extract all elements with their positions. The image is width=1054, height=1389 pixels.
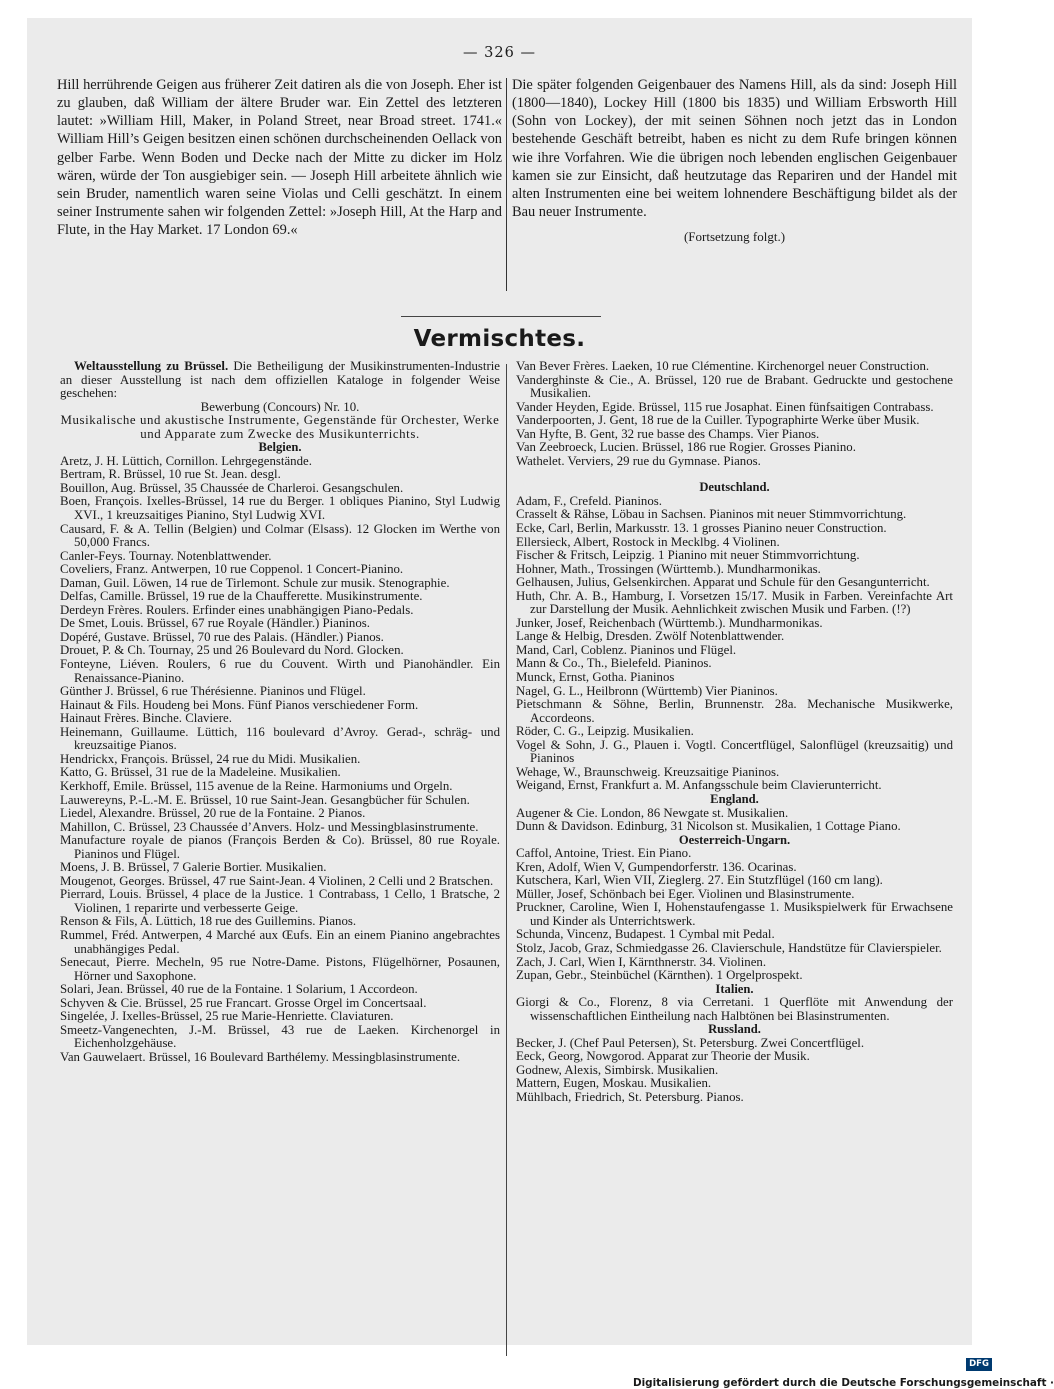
country-heading: Oesterreich-Ungarn. <box>678 832 791 847</box>
exhibitor-entry: Junker, Josef, Reichenbach (Württemb.). Mundharmonikas. <box>516 615 823 630</box>
dfg-logo: DFG <box>966 1358 992 1371</box>
exhibitor-entry: Hendrickx, François. Brüssel, 24 rue du Midi. Musikalien. <box>60 751 361 766</box>
exhibitor-entry: Becker, J. (Chef Paul Petersen), St. Petersburg. Zwei Concertflügel. <box>516 1035 865 1050</box>
exhibitor-entry: Günther J. Brüssel, 6 rue Thérésienne. Pianinos und Flügel. <box>60 684 366 699</box>
exhibitor-entry: Stolz, Jacob, Graz, Schmiedgasse 26. Clavierschule, Handstütze für Clavierspieler. <box>516 940 942 955</box>
exhibitor-entry: Bouillon, Aug. Brüssel, 35 Chaussée de Charleroi. Gesangschulen. <box>60 480 404 495</box>
exhibitor-entry: Müller, Josef, Schönbach bei Eger. Violinen und Blasinstrumente. <box>516 886 855 901</box>
exhibitor-entry: Dopéré, Gustave. Brüssel, 70 rue des Palais. (Händler.) Pianos. <box>60 629 384 644</box>
exhibitor-entry: Godnew, Alexis, Simbirsk. Musikalien. <box>516 1062 719 1077</box>
exhibitor-entry: Zach, J. Carl, Wien I, Kärnthnerstr. 34. Violinen. <box>516 954 767 969</box>
exhibitor-entry: Dunn & Davidson. Edinburg, 31 Nicolson st. Musikalien, 1 Cottage Piano. <box>516 819 901 834</box>
exhibitor-entry: Wathelet. Verviers, 29 rue du Gymnase. Pianos. <box>516 453 761 468</box>
exhibitor-entry: Adam, F., Crefeld. Pianinos. <box>516 493 662 508</box>
exhibitor-entry: Gelhausen, Julius, Gelsenkirchen. Apparat und Schule für den Gesangunterricht. <box>516 575 930 590</box>
exhibitor-entry: Senecaut, Pierre. Mecheln, 95 rue Notre-Dame. Pistons, Flügelhörner, Posaunen, Hörner und Saxophone. <box>60 955 500 983</box>
exhibitor-entry: Kutschera, Karl, Wien VII, Zieglerg. 27. Ein Stutzflügel (160 cm lang). <box>516 873 883 888</box>
page-number: — 326 — <box>463 45 536 61</box>
country-heading: Italien. <box>715 981 754 996</box>
section-title: Vermischtes. <box>413 326 586 352</box>
exhibitor-entry: Fonteyne, Liéven. Roulers, 6 rue du Couvent. Wirth und Pianohändler. Ein Renaissance-Pianino. <box>60 657 500 685</box>
exhibitor-column-right <box>516 360 953 1105</box>
exhibitor-entry: Mougenot, Georges. Brüssel, 47 rue Saint-Jean. 4 Violinen, 2 Celli und 2 Bratschen. <box>60 873 494 888</box>
exhibitor-entry: Weigand, Ernst, Frankfurt a. M. Anfangsschule beim Clavierunterricht. <box>516 778 882 793</box>
exhibitor-entry: Katto, G. Brüssel, 31 rue de la Madeleine. Musikalien. <box>60 765 341 780</box>
exhibitor-entry: Schyven & Cie. Brüssel, 25 rue Francart. Grosse Orgel im Concertsaal. <box>60 995 427 1010</box>
exhibitor-entry: Schunda, Vincenz, Budapest. 1 Cymbal mit Pedal. <box>516 927 775 942</box>
exhibitor-entry: Van Bever Frères. Laeken, 10 rue Clémentine. Kirchenorgel neuer Construction. <box>516 359 930 373</box>
exhibitor-entry: Nagel, G. L., Heilbronn (Württemb) Vier Pianinos. <box>516 683 778 698</box>
intro-category: Musikalische und akustische Instrumente, Gegenstände für Orchester, Werke und Apparate zum Zwecke des Musikunterrichts. <box>60 413 500 441</box>
exhibitor-entry: Crasselt & Rähse, Löbau in Sachsen. Pianinos mit neuer Stimmvorrichtung. <box>516 507 907 522</box>
exhibitor-entry: Derdeyn Frères. Roulers. Erfinder eines unabhängigen Piano-Pedals. <box>60 602 414 617</box>
exhibitor-entry: Heinemann, Guillaume. Lüttich, 116 boulevard d’Avroy. Gerad-, schräg- und kreuzsaitige Pianos. <box>60 724 500 753</box>
exhibitor-entry: Lauwereyns, P.-L.-M. E. Brüssel, 10 rue Saint-Jean. Gesangbücher für Schulen. <box>60 792 470 807</box>
exhibitor-entry: Van Zeebroeck, Lucien. Brüssel, 186 rue Rogier. Grosses Pianino. <box>516 440 856 455</box>
exhibitor-entry: Rummel, Fréd. Antwerpen, 4 Marché aux Œufs. Ein an einem Pianino angebrachtes unabhängiges Pedal. <box>60 927 500 956</box>
exhibitor-entry: Mand, Carl, Coblenz. Pianinos und Flügel. <box>516 642 737 657</box>
exhibitor-entry: Lange & Helbig, Dresden. Zwölf Notenblattwender. <box>516 629 785 644</box>
column-divider-top <box>506 78 507 291</box>
exhibitor-entry: Daman, Guil. Löwen, 14 rue de Tirlemont. Schule zur musik. Stenographie. <box>60 575 450 590</box>
continuation-note: (Fortsetzung folgt.) <box>683 229 786 245</box>
intro-paragraph <box>60 360 500 401</box>
exhibitor-entry: Wehage, W., Braunschweig. Kreuzsaitige Pianinos. <box>516 764 780 779</box>
exhibitor-entry: Mann & Co., Th., Bielefeld. Pianinos. <box>516 656 712 671</box>
exhibitor-entry: Vanderpoorten, J. Gent, 18 rue de la Cuiller. Typographirte Werke über Musik. <box>516 413 920 428</box>
exhibitor-entry: Coveliers, Franz. Antwerpen, 10 rue Coppenol. 1 Concert-Pianino. <box>60 562 404 577</box>
exhibitor-entry: Solari, Jean. Brüssel, 40 rue de la Fontaine. 1 Solarium, 1 Accordeon. <box>60 982 418 997</box>
exhibitor-entry: Renson & Fils, A. Lüttich, 18 rue des Guillemins. Pianos. <box>60 914 357 929</box>
exhibitor-entry: Mattern, Eugen, Moskau. Musikalien. <box>516 1076 712 1091</box>
exhibitor-entry: Hainaut Frères. Binche. Claviere. <box>60 711 232 726</box>
exhibitor-entry: Röder, C. G., Leipzig. Musikalien. <box>516 724 694 739</box>
exhibitor-entry: Eeck, Georg, Nowgorod. Apparat zur Theorie der Musik. <box>516 1049 810 1064</box>
exhibitor-entry: Bertram, R. Brüssel, 10 rue St. Jean. desgl. <box>60 467 281 482</box>
exhibitor-entry: Pietschmann & Söhne, Berlin, Brunnenstr. 28a. Mechanische Musikwerke, Accordeons. <box>516 697 953 725</box>
exhibitor-entry: Vogel & Sohn, J. G., Plauen i. Vogtl. Concertflügel, Salonflügel (kreuzsaitig) und Pianinos <box>516 737 953 766</box>
exhibitor-entry: Vander Heyden, Egide. Brüssel, 115 rue Josaphat. Einen fünfsaitigen Contrabass. <box>516 399 934 414</box>
exhibitor-entry: Van Hyfte, B. Gent, 32 rue basse des Champs. Vier Pianos. <box>516 426 820 441</box>
exhibitor-entry: Ellersieck, Albert, Rostock in Mecklbg. 4 Violinen. <box>516 534 780 549</box>
exhibitor-entry: Moens, J. B. Brüssel, 7 Galerie Bortier. Musikalien. <box>60 860 327 875</box>
exhibitor-entry: Munck, Ernst, Gotha. Pianinos <box>516 670 675 685</box>
country-heading: Deutschland. <box>699 480 770 495</box>
exhibitor-entry: De Smet, Louis. Brüssel, 67 rue Royale (Händler.) Pianinos. <box>60 616 370 631</box>
intro-line: Bewerbung (Concours) Nr. 10. <box>200 399 360 414</box>
exhibitor-entry: Aretz, J. H. Lüttich, Cornillon. Lehrgegenstände. <box>60 453 312 468</box>
exhibitor-entry: Caffol, Antoine, Triest. Ein Piano. <box>516 846 692 861</box>
exhibitor-entry: Canler-Feys. Tournay. Notenblattwender. <box>60 548 272 563</box>
exhibitor-entry: Zupan, Gebr., Steinbüchel (Kärnthen). 1 Orgelprospekt. <box>516 968 803 983</box>
column-divider-bottom <box>506 364 507 1356</box>
intro-heading: Weltausstellung zu Brüssel. <box>74 359 229 373</box>
exhibitor-entry: Ecke, Carl, Berlin, Markusstr. 13. 1 grosses Pianino neuer Construction. <box>516 521 887 536</box>
article-paragraph: Die später folgenden Geigenbauer des Namens Hill, als da sind: Joseph Hill (1800—1840), Lockey Hill (1800 bis 1835) und William Erbsworth Hill (Sohn von Lockey), der mit seinen Söhnen noch jetzt das in London bestehende Geschäft betreibt, haben es nicht zu dem Rufe bringen können wie ihre Vorfahren. Wie die übrigen noch lebenden englischen Geigenbauer kamen sie zur Einsicht, daß heutzutage das Repariren und der Handel mit alten Instrumenten eine bei weitem lohnendere Beschäftigung bildet als der Bau neuer Instrumente. <box>512 77 957 221</box>
intro-text: Die Betheiligung der Musikinstrumenten-Industrie an dieser Ausstellung ist nach dem offiziellen Kataloge in folgender Weise geschehen: <box>60 359 500 401</box>
exhibitor-entry: Pierrard, Louis. Brüssel, 4 place de la Justice. 1 Contrabass, 1 Cello, 1 Bratsche, 2 Violinen, 1 reparirte und verbesserte Geige. <box>60 887 500 915</box>
exhibitor-entry: Giorgi & Co., Florenz, 8 via Cerretani. 1 Querflöte mit Anwendung der wissenschaftlichen Eintheilung nach Halbtönen bei Blasinstrumenten. <box>516 995 953 1023</box>
exhibitor-column-left <box>60 360 500 1064</box>
article-paragraph: Hill herrührende Geigen aus früherer Zeit datiren als die von Joseph. Eher ist zu glauben, daß William der ältere Bruder war. Ein Zettel des letzteren lautet: »William Hill, Maker, in Poland Street, near Broad street. 1741.« William Hill’s Geigen besitzen einen schönen durchscheinenden Oellack von gelber Farbe. Wenn Boden und Decke nach der Mitte zu dicker im Holz wären, würde der Ton ausgiebiger sein. — Joseph Hill arbeitete ähnlich wie sein Bruder, namentlich waren seine Violas und Celli geschätzt. In einem seiner Instrumente sahen wir folgenden Zettel: »Joseph Hill, At the Harp and Flute, in the Hay Market. 17 London 69.« <box>57 77 502 239</box>
exhibitor-entry: Mahillon, C. Brüssel, 23 Chaussée d’Anvers. Holz- und Messingblasinstrumente. <box>60 819 479 834</box>
country-heading: Belgien. <box>258 440 302 455</box>
exhibitor-entry: Vanderghinste & Cie., A. Brüssel, 120 rue de Brabant. Gedruckte und gestochene Musikalien. <box>516 372 953 401</box>
exhibitor-entry: Mühlbach, Friedrich, St. Petersburg. Pianos. <box>516 1089 744 1104</box>
exhibitor-entry: Hainaut & Fils. Houdeng bei Mons. Fünf Pianos verschiedener Form. <box>60 697 419 712</box>
country-heading: Russland. <box>708 1022 761 1037</box>
exhibitor-entry: Drouet, P. & Ch. Tournay, 25 und 26 Boulevard du Nord. Glocken. <box>60 643 404 658</box>
footer-credit: Digitalisierung gefördert durch die Deutsche Forschungsgemeinschaft · <box>633 1377 1054 1389</box>
exhibitor-entry: Hohner, Math., Trossingen (Württemb.). Mundharmonikas. <box>516 561 821 576</box>
exhibitor-entry: Singelée, J. Ixelles-Brüssel, 25 rue Marie-Henriette. Claviaturen. <box>60 1009 394 1024</box>
exhibitor-entry: Kren, Adolf, Wien V, Gumpendorferstr. 136. Ocarinas. <box>516 859 797 874</box>
exhibitor-entry: Causard, F. & A. Tellin (Belgien) und Colmar (Elsass). 12 Glocken im Werthe von 50,000 Francs. <box>60 521 500 550</box>
exhibitor-entry: Delfas, Camille. Brüssel, 19 rue de la Chaufferette. Musikinstrumente. <box>60 589 423 604</box>
exhibitor-entry: Kerkhoff, Emile. Brüssel, 115 avenue de la Reine. Harmoniums und Orgeln. <box>60 778 453 793</box>
exhibitor-entry: Liedel, Alexandre. Brüssel, 20 rue de la Fontaine. 2 Pianos. <box>60 806 366 821</box>
exhibitor-entry: Van Gauwelaert. Brüssel, 16 Boulevard Barthélemy. Messingblasinstrumente. <box>60 1049 461 1064</box>
article-column-left <box>57 76 502 239</box>
exhibitor-entry: Augener & Cie. London, 86 Newgate st. Musikalien. <box>516 805 789 820</box>
exhibitor-entry: Manufacture royale de pianos (François Berden & Co). Brüssel, 80 rue Royale. Pianinos und Flügel. <box>60 833 500 861</box>
article-column-right <box>512 76 957 246</box>
exhibitor-entry: Smeetz-Vangenechten, J.-M. Brüssel, 43 rue de Laeken. Kirchenorgel in Eichenholzgehäuse. <box>60 1022 500 1051</box>
country-heading: England. <box>710 791 759 806</box>
exhibitor-entry: Pruckner, Caroline, Wien I, Hohenstaufengasse 1. Musikspielwerk für Erwachsene und Kinder als Unterrichtswerk. <box>516 900 953 928</box>
exhibitor-entry: Fischer & Fritsch, Leipzig. 1 Pianino mit neuer Stimmvorrichtung. <box>516 548 860 563</box>
exhibitor-entry: Boen, François. Ixelles-Brüssel, 14 rue du Berger. 1 obliques Pianino, Styl Ludwig XVI., 1 kreuzsaitiges Pianino, Styl Ludwig XVI. <box>60 494 500 523</box>
exhibitor-entry: Huth, Chr. A. B., Hamburg, I. Vorsetzen 15/17. Musik in Farben. Vereinfachte Art zur Darstellung der Musik. Aehnlichkeit zwischen Musik und Farben. (!?) <box>516 588 953 617</box>
section-rule <box>401 316 601 317</box>
